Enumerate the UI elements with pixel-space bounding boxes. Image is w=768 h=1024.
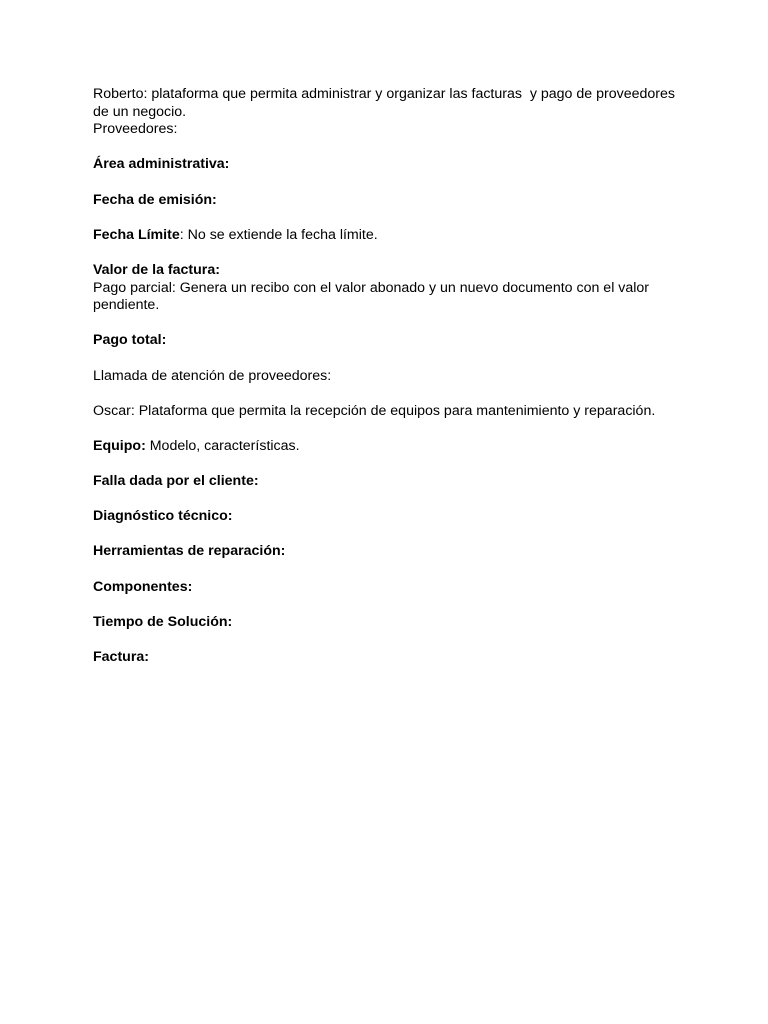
factura-label: Factura:: [93, 649, 149, 665]
pago-total-label: Pago total:: [93, 332, 167, 349]
spacer: [93, 244, 693, 262]
document-page: [93, 86, 693, 667]
spacer: [93, 491, 693, 509]
diagnostico-tecnico-label: Diagnóstico técnico:: [93, 508, 233, 525]
spacer: [93, 631, 693, 649]
spacer: [93, 139, 693, 157]
fecha-limite-text: : No se extiende la fecha límite.: [179, 226, 378, 243]
fecha-emision-label: Fecha de emisión:: [93, 191, 217, 208]
fecha-limite-label: Fecha Límite: [93, 226, 180, 243]
fecha-limite-line: [93, 227, 693, 245]
spacer: [93, 174, 693, 192]
herramientas-reparacion-label: Herramientas de reparación:: [93, 543, 286, 560]
pago-parcial-line-1: Pago parcial: Genera un recibo con el valor abonado y un nuevo documento con el valor: [93, 279, 650, 296]
spacer: [93, 526, 693, 544]
pago-parcial-line-2: pendiente.: [93, 297, 160, 314]
tiempo-solucion-label: Tiempo de Solución:: [93, 613, 233, 630]
spacer: [93, 315, 693, 333]
spacer: [93, 350, 693, 368]
spacer: [93, 455, 693, 473]
proveedores-heading: Proveedores:: [93, 121, 178, 138]
intro-line-1: Roberto: plataforma que permita administrar y organizar las facturas y pago de proveedores: [93, 86, 675, 102]
area-administrativa-label: Área administrativa:: [93, 156, 230, 173]
valor-factura-label: Valor de la factura:: [93, 261, 220, 278]
spacer: [93, 209, 693, 227]
spacer: [93, 420, 693, 438]
spacer: [93, 596, 693, 614]
oscar-intro-text: Oscar: Plataforma que permita la recepción de equipos para mantenimiento y reparación.: [93, 402, 656, 419]
equipo-line: [93, 438, 693, 456]
equipo-label: Equipo:: [93, 437, 146, 454]
equipo-text: Modelo, características.: [145, 437, 300, 454]
llamada-atencion-text: Llamada de atención de proveedores:: [93, 367, 332, 384]
intro-line-2: de un negocio.: [93, 103, 187, 120]
spacer: [93, 561, 693, 579]
componentes-label: Componentes:: [93, 578, 193, 595]
spacer: [93, 385, 693, 403]
falla-cliente-label: Falla dada por el cliente:: [93, 473, 259, 490]
